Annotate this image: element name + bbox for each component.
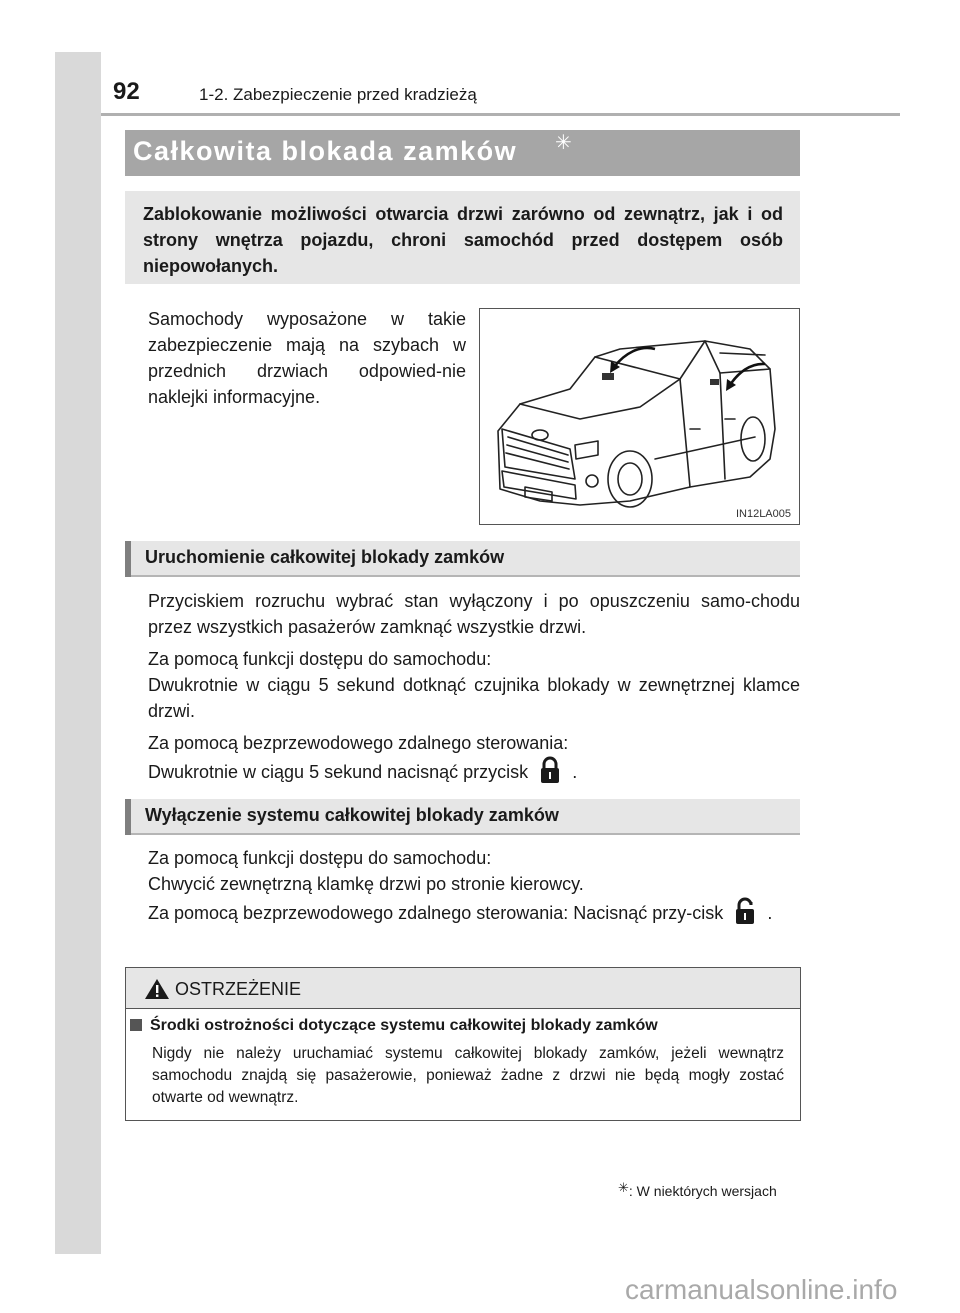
footnote	[618, 1180, 777, 1199]
deactivation-heading: Wyłączenie systemu całkowitej blokady zamków	[145, 805, 559, 825]
deactivation-remote-end: .	[767, 903, 773, 923]
activation-smart-key-text: Dwukrotnie w ciągu 5 sekund dotknąć czujnika blokady w zewnętrznej klamce drzwi.	[148, 675, 800, 721]
warning-text: Nigdy nie należy uruchamiać systemu całkowitej blokady zamków, jeżeli wewnątrz samochodu znajdą się pasażerowie, ponieważ żadne z drzwi nie będą mogły zostać otwarte od wewnątrz.	[152, 1045, 784, 1106]
section-path: 1-2. Zabezpieczenie przed kradzieżą	[199, 85, 477, 104]
warning-box	[125, 967, 801, 1121]
activation-remote-label: Za pomocą bezprzewodowego zdalnego sterowania:	[148, 733, 569, 753]
stickers-paragraph: Samochody wyposażone w takie zabezpieczenie mają na szybach w przednich drzwiach odpowied-nie naklejki informacyjne.	[148, 309, 466, 407]
lock-button-icon	[539, 756, 561, 791]
activation-heading: Uruchomienie całkowitej blokady zamków	[145, 547, 505, 567]
deactivation-remote-text: Za pomocą bezprzewodowego zdalnego sterowania: Nacisnąć przy-cisk	[148, 903, 724, 923]
deactivation-smart-key-label: Za pomocą funkcji dostępu do samochodu:	[148, 848, 492, 868]
footnote-star-icon: ✳	[618, 1180, 629, 1195]
activation-smart-key-label: Za pomocą funkcji dostępu do samochodu:	[148, 649, 492, 669]
page-margin-strip	[55, 52, 101, 1254]
activation-remote-line	[148, 756, 800, 791]
activation-remote-end: .	[572, 762, 578, 782]
deactivation-remote-line	[148, 897, 800, 932]
figure-code: IN12LA005	[735, 508, 791, 520]
warning-subheading	[130, 1017, 658, 1035]
optional-feature-star-icon: ✳	[555, 132, 572, 154]
square-bullet-icon	[130, 1019, 142, 1031]
intro-text: Zablokowanie możliwości otwarcia drzwi zarówno od zewnątrz, jak i od strony wnętrza pojazdu, chroni samochód przed dostępem osób niepowołanych.	[143, 204, 783, 276]
activation-remote-text: Dwukrotnie w ciągu 5 sekund nacisnąć przycisk	[148, 762, 529, 782]
deactivation-heading-bar	[125, 799, 800, 835]
title-banner	[125, 130, 800, 176]
suv-drawing	[480, 309, 799, 524]
warning-header	[126, 968, 800, 1009]
activation-heading-bar	[125, 541, 800, 577]
page-number: 92	[113, 78, 140, 105]
footnote-text: : W niektórych wersjach	[628, 1183, 777, 1199]
warning-title: OSTRZEŻENIE	[175, 979, 302, 999]
warning-subheading-text: Środki ostrożności dotyczące systemu całkowitej blokady zamków	[150, 1017, 658, 1034]
warning-triangle-icon	[144, 978, 170, 1005]
activation-step-1: Przyciskiem rozruchu wybrać stan wyłączony i po opuszczeniu samo-chodu przez wszystkich pasażerów zamknąć wszystkie drzwi.	[148, 591, 800, 637]
page-title: Całkowita blokada zamków	[133, 136, 518, 166]
unlock-button-icon	[734, 897, 756, 932]
header-divider	[101, 113, 900, 116]
intro-box	[125, 191, 800, 284]
vehicle-illustration	[479, 308, 800, 525]
deactivation-smart-key-text: Chwycić zewnętrzną klamkę drzwi po stronie kierowcy.	[148, 874, 584, 894]
watermark: carmanualsonline.info	[625, 1274, 898, 1305]
